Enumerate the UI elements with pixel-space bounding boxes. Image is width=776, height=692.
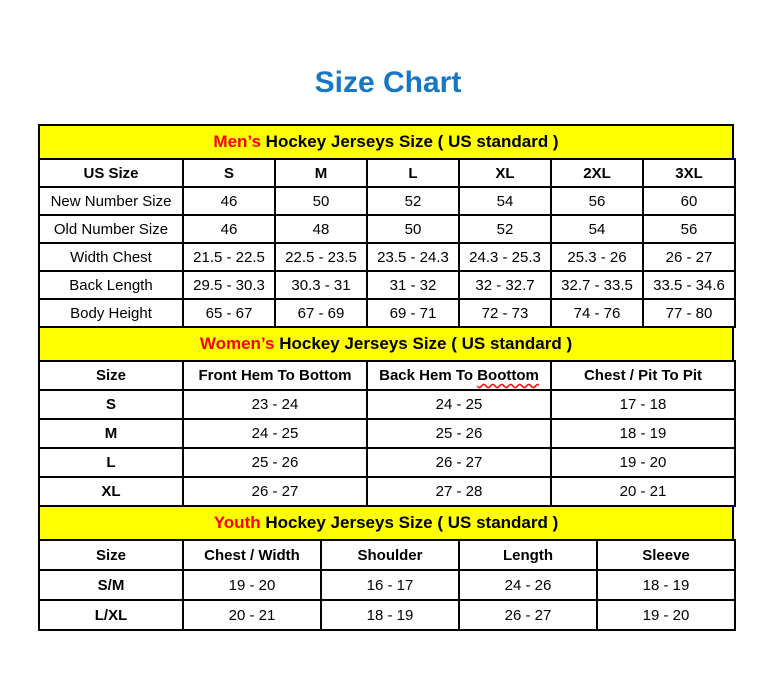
size-value: 18 - 19: [321, 600, 459, 630]
womens-section-highlight: Women’s: [199, 334, 275, 353]
size-value: 16 - 17: [321, 570, 459, 600]
size-value: 52: [459, 215, 551, 243]
size-value: 24 - 26: [459, 570, 597, 600]
size-value: 21.5 - 22.5: [183, 243, 275, 271]
size-value: 54: [459, 187, 551, 215]
column-header-size: Size: [39, 361, 183, 390]
back-hem-label-prefix: Back Hem To: [379, 367, 478, 384]
size-value: 17 - 18: [551, 390, 735, 419]
size-value: 26 - 27: [643, 243, 735, 271]
size-value: 18 - 19: [551, 419, 735, 448]
row-label: Width Chest: [39, 243, 183, 271]
size-value: 25.3 - 26: [551, 243, 643, 271]
row-label: Body Height: [39, 299, 183, 327]
column-header-3xl: 3XL: [643, 159, 735, 187]
column-header-size: Size: [39, 540, 183, 570]
size-value: 19 - 20: [551, 448, 735, 477]
size-value: 24 - 25: [183, 419, 367, 448]
size-value: 32 - 32.7: [459, 271, 551, 299]
mens-section-title-rest: Hockey Jerseys Size ( US standard ): [260, 132, 559, 151]
column-header-l: L: [367, 159, 459, 187]
size-value: 26 - 27: [183, 477, 367, 506]
column-header-us-size: US Size: [39, 159, 183, 187]
size-value: 60: [643, 187, 735, 215]
youth-section-title-rest: Hockey Jerseys Size ( US standard ): [260, 513, 559, 532]
size-value: 26 - 27: [459, 600, 597, 630]
column-header-shoulder: Shoulder: [321, 540, 459, 570]
size-value: 32.7 - 33.5: [551, 271, 643, 299]
womens-section-title-rest: Hockey Jerseys Size ( US standard ): [274, 334, 573, 353]
table-row: [39, 448, 735, 477]
mens-section-header: [38, 124, 734, 160]
mens-section-highlight: Men’s: [213, 132, 261, 151]
page-title: Size Chart: [314, 66, 462, 99]
row-label: L/XL: [39, 600, 183, 630]
size-value: 77 - 80: [643, 299, 735, 327]
size-value: 23.5 - 24.3: [367, 243, 459, 271]
row-label: Old Number Size: [39, 215, 183, 243]
size-value: 25 - 26: [183, 448, 367, 477]
column-header-xl: XL: [459, 159, 551, 187]
size-value: 20 - 21: [551, 477, 735, 506]
youth-section-highlight: Youth: [213, 513, 261, 532]
size-value: 25 - 26: [367, 419, 551, 448]
size-value: 46: [183, 215, 275, 243]
size-value: 69 - 71: [367, 299, 459, 327]
size-value: 50: [367, 215, 459, 243]
size-value: 26 - 27: [367, 448, 551, 477]
column-header-2xl: 2XL: [551, 159, 643, 187]
size-value: 54: [551, 215, 643, 243]
row-label: L: [39, 448, 183, 477]
size-value: 56: [643, 215, 735, 243]
table-row: [39, 271, 735, 299]
column-header-chest-pit: Chest / Pit To Pit: [551, 361, 735, 390]
column-header-sleeve: Sleeve: [597, 540, 735, 570]
size-value: 29.5 - 30.3: [183, 271, 275, 299]
size-value: 22.5 - 23.5: [275, 243, 367, 271]
mens-header-row: [39, 159, 735, 187]
table-row: [39, 600, 735, 630]
size-value: 74 - 76: [551, 299, 643, 327]
size-value: 31 - 32: [367, 271, 459, 299]
size-value: 67 - 69: [275, 299, 367, 327]
row-label: Back Length: [39, 271, 183, 299]
table-row: [39, 243, 735, 271]
column-header-m: M: [275, 159, 367, 187]
size-value: 33.5 - 34.6: [643, 271, 735, 299]
row-label: S: [39, 390, 183, 419]
back-hem-misspelled-word: Boottom: [477, 367, 539, 384]
size-value: 56: [551, 187, 643, 215]
size-value: 24 - 25: [367, 390, 551, 419]
row-label: New Number Size: [39, 187, 183, 215]
size-value: 19 - 20: [183, 570, 321, 600]
column-header-length: Length: [459, 540, 597, 570]
size-value: 30.3 - 31: [275, 271, 367, 299]
row-label: XL: [39, 477, 183, 506]
size-chart: [38, 124, 734, 631]
youth-size-table: [38, 539, 736, 631]
row-label: S/M: [39, 570, 183, 600]
column-header-back-hem: [367, 361, 551, 390]
womens-section-header: [38, 326, 734, 362]
womens-header-row: [39, 361, 735, 390]
table-row: [39, 187, 735, 215]
table-row: [39, 419, 735, 448]
size-value: 24.3 - 25.3: [459, 243, 551, 271]
size-value: 48: [275, 215, 367, 243]
table-row: [39, 299, 735, 327]
youth-section-header: [38, 505, 734, 541]
table-row: [39, 570, 735, 600]
table-row: [39, 477, 735, 506]
youth-header-row: [39, 540, 735, 570]
table-row: [39, 215, 735, 243]
table-row: [39, 390, 735, 419]
size-value: 27 - 28: [367, 477, 551, 506]
column-header-front-hem: Front Hem To Bottom: [183, 361, 367, 390]
row-label: M: [39, 419, 183, 448]
size-value: 46: [183, 187, 275, 215]
womens-size-table: [38, 360, 736, 507]
size-value: 72 - 73: [459, 299, 551, 327]
size-value: 50: [275, 187, 367, 215]
size-value: 65 - 67: [183, 299, 275, 327]
size-value: 23 - 24: [183, 390, 367, 419]
size-value: 52: [367, 187, 459, 215]
column-header-chest-width: Chest / Width: [183, 540, 321, 570]
column-header-s: S: [183, 159, 275, 187]
mens-size-table: [38, 158, 736, 328]
size-value: 20 - 21: [183, 600, 321, 630]
size-value: 18 - 19: [597, 570, 735, 600]
size-value: 19 - 20: [597, 600, 735, 630]
